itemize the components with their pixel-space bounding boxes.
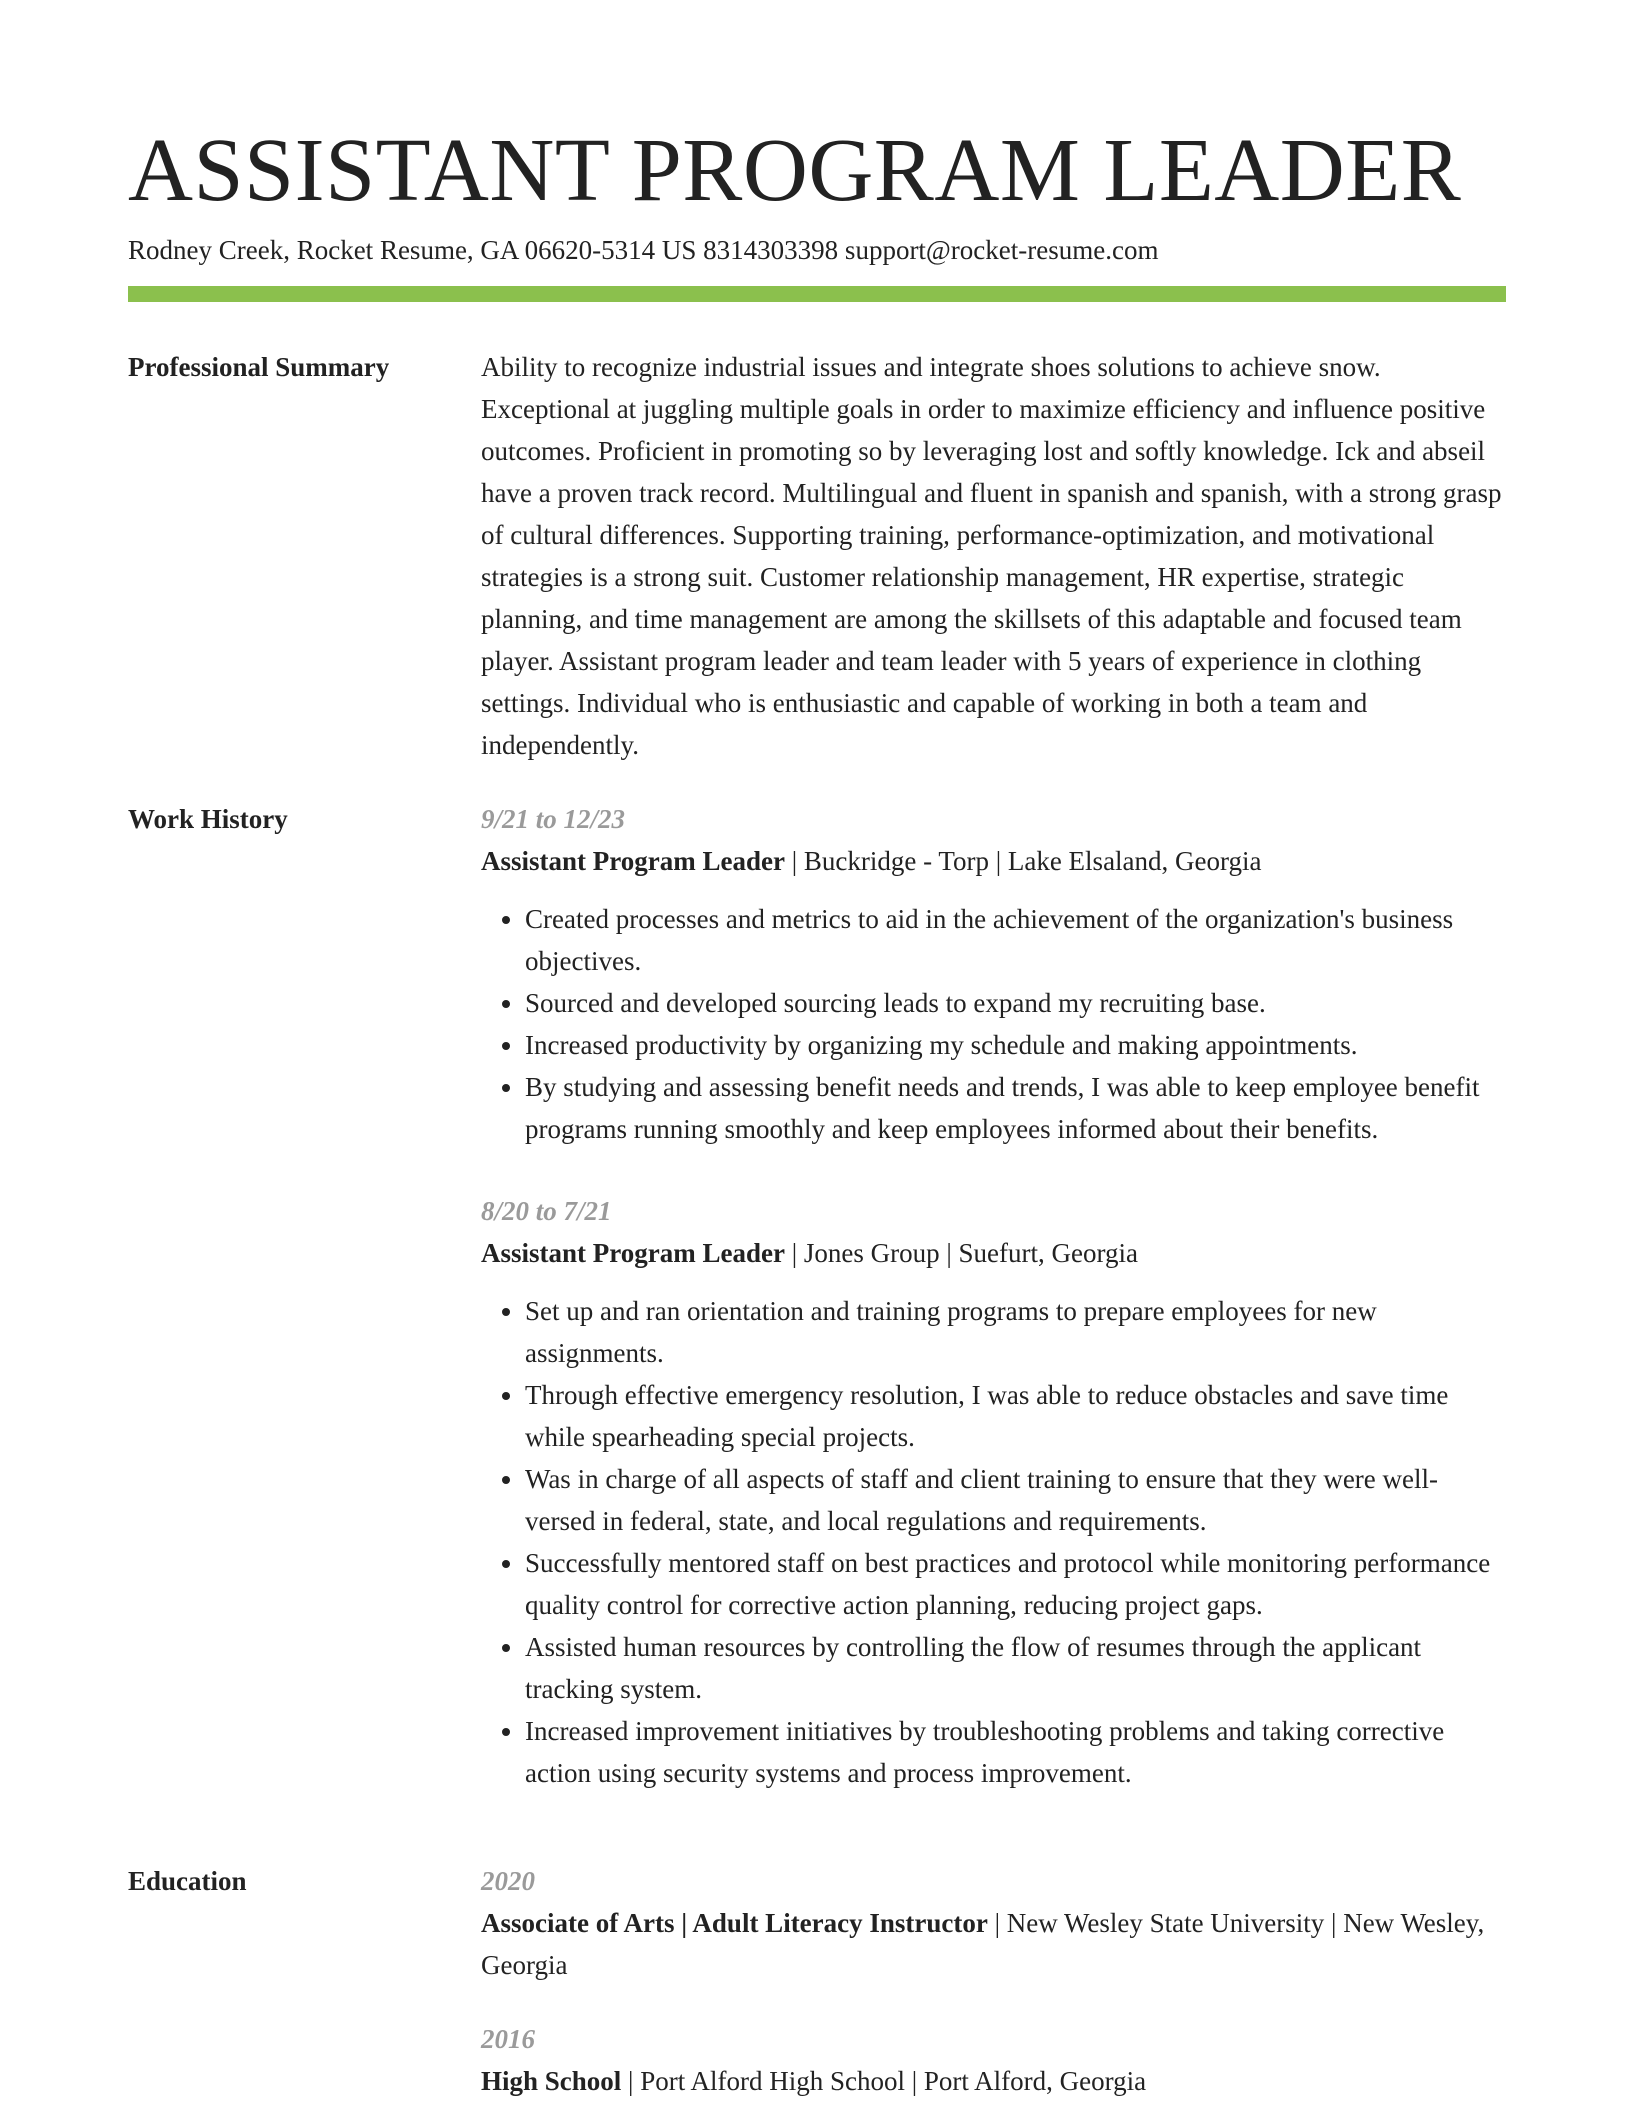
summary-heading: Professional Summary [128,352,390,382]
list-item: • Successfully mentored staff on best practices and protocol while monitoring performance quality control for corrective action planning, reducing project gaps. [525,1542,1506,1626]
work-history-heading: Work History [128,804,288,834]
list-item: • Was in charge of all aspects of staff and client training to ensure that they were well-versed in federal, state, and local regulations and requirements. [525,1458,1506,1542]
list-item: • Increased productivity by organizing my schedule and making appointments. [525,1024,1506,1066]
summary-text: Ability to recognize industrial issues and integrate shoes solutions to achieve snow. Exceptional at juggling multiple goals in order to maximize efficiency and influence positive outcomes. Proficient in promoting so by leveraging lost and softly knowledge. Ick and abseil have a proven track record. Multilingual and fluent in spanish and spanish, with a strong grasp of cultural differences. Supporting training, performance-optimization, and motivational strategies is a strong suit. Customer relationship management, HR expertise, strategic planning, and time management are among the skillsets of this adaptable and focused team player. Assistant program leader and team leader with 5 years of experience in clothing settings. Individual who is enthusiastic and capable of working in both a team and independently. [481,352,1502,760]
job-details: | Buckridge - Torp | Lake Elsaland, Georgia [784,846,1262,876]
education-details: | New Wesley State University | New Wesley, Georgia [481,1908,1485,1980]
degree-title: High School [481,2066,622,2096]
education-details: | Port Alford High School | Port Alford, Georgia [621,2066,1147,2096]
job-title: Assistant Program Leader [481,1238,785,1268]
list-item: • Through effective emergency resolution, I was able to reduce obstacles and save time while spearheading special projects. [525,1374,1506,1458]
list-item: • By studying and assessing benefit needs and trends, I was able to keep employee benefit programs running smoothly and keep employees informed about their benefits. [525,1066,1506,1150]
job-dates: 9/21 to 12/23 [481,804,626,834]
list-item: • Sourced and developed sourcing leads to expand my recruiting base. [525,982,1506,1024]
job-headline [481,840,1506,882]
job-headline [481,1232,1506,1274]
list-item: • Assisted human resources by controlling the flow of resumes through the applicant tracking system. [525,1626,1506,1710]
education-headline [481,2060,1506,2102]
job-bullets [481,1290,1506,1794]
list-item: • Increased improvement initiatives by troubleshooting problems and taking corrective action using security systems and process improvement. [525,1710,1506,1794]
contact-line: Rodney Creek, Rocket Resume, GA 06620-5314 US 8314303398 support@rocket-resume.com [128,235,1159,265]
list-item: • Set up and ran orientation and training programs to prepare employees for new assignments. [525,1290,1506,1374]
education-year: 2016 [481,2024,535,2054]
job-entry [481,798,1506,1150]
job-entry [481,1190,1506,1794]
education-entry [481,2018,1506,2102]
accent-divider [128,286,1506,302]
education-year: 2020 [481,1866,535,1896]
job-details: | Jones Group | Suefurt, Georgia [784,1238,1138,1268]
job-dates: 8/20 to 7/21 [481,1196,612,1226]
resume-title: ASSISTANT PROGRAM LEADER [128,121,1462,220]
job-bullets [481,898,1506,1150]
degree-title: Associate of Arts | Adult Literacy Instructor [481,1908,988,1938]
job-title: Assistant Program Leader [481,846,785,876]
list-item: • Created processes and metrics to aid in the achievement of the organization's business objectives. [525,898,1506,982]
education-headline [481,1902,1506,1986]
education-heading: Education [128,1866,247,1896]
education-entry [481,1860,1506,1986]
